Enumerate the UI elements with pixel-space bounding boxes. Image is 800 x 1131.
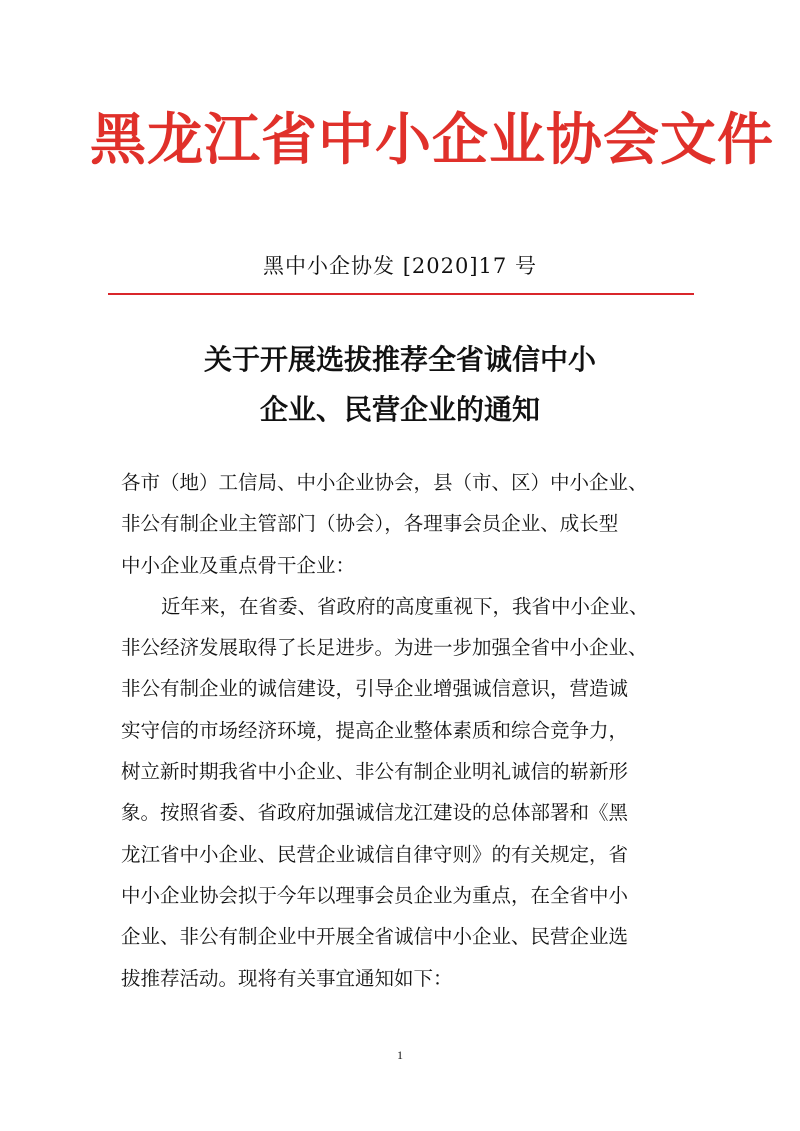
body-line-paragraph-start: 近年来，在省委、省政府的高度重视下，我省中小企业、 — [161, 594, 649, 618]
body-line: 非公有制企业的诚信建设，引导企业增强诚信意识，营造诚 — [121, 677, 629, 701]
notice-title-line-2: 企业、民营企业的通知 — [259, 393, 540, 426]
body-line: 实守信的市场经济环境，提高企业整体素质和综合竞争力， — [121, 718, 629, 742]
body-line: 企业、非公有制企业中开展全省诚信中小企业、民营企业选 — [121, 925, 629, 949]
body-line: 中小企业协会拟于今年以理事会员企业为重点，在全省中小 — [121, 883, 629, 907]
body-line: 龙江省中小企业、民营企业诚信自律守则》的有关规定，省 — [121, 842, 629, 866]
page-number: 1 — [397, 1048, 403, 1062]
body-line: 拔推荐活动。现将有关事宜通知如下： — [121, 966, 453, 990]
document-number: 黑中小企协发 [2020]17 号 — [263, 254, 537, 278]
body-line: 非公经济发展取得了长足进步。为进一步加强全省中小企业、 — [121, 636, 648, 660]
body-line-salutation-3: 中小企业及重点骨干企业： — [121, 553, 356, 577]
notice-title-line-1: 关于开展选拔推荐全省诚信中小 — [203, 343, 596, 376]
body-line: 树立新时期我省中小企业、非公有制企业明礼诚信的崭新形 — [121, 760, 629, 784]
masthead-title: 黑龙江省中小企业协会文件 — [90, 107, 774, 173]
red-divider-rule — [108, 293, 694, 295]
body-line-salutation-1: 各市（地）工信局、中小企业协会，县（市、区）中小企业、 — [121, 471, 648, 494]
notice-body — [121, 462, 681, 999]
notice-title — [100, 335, 700, 435]
body-line-salutation-2: 非公有制企业主管部门（协会），各理事会员企业、成长型 — [121, 512, 619, 536]
body-line: 象。按照省委、省政府加强诚信龙江建设的总体部署和《黑 — [121, 801, 629, 825]
